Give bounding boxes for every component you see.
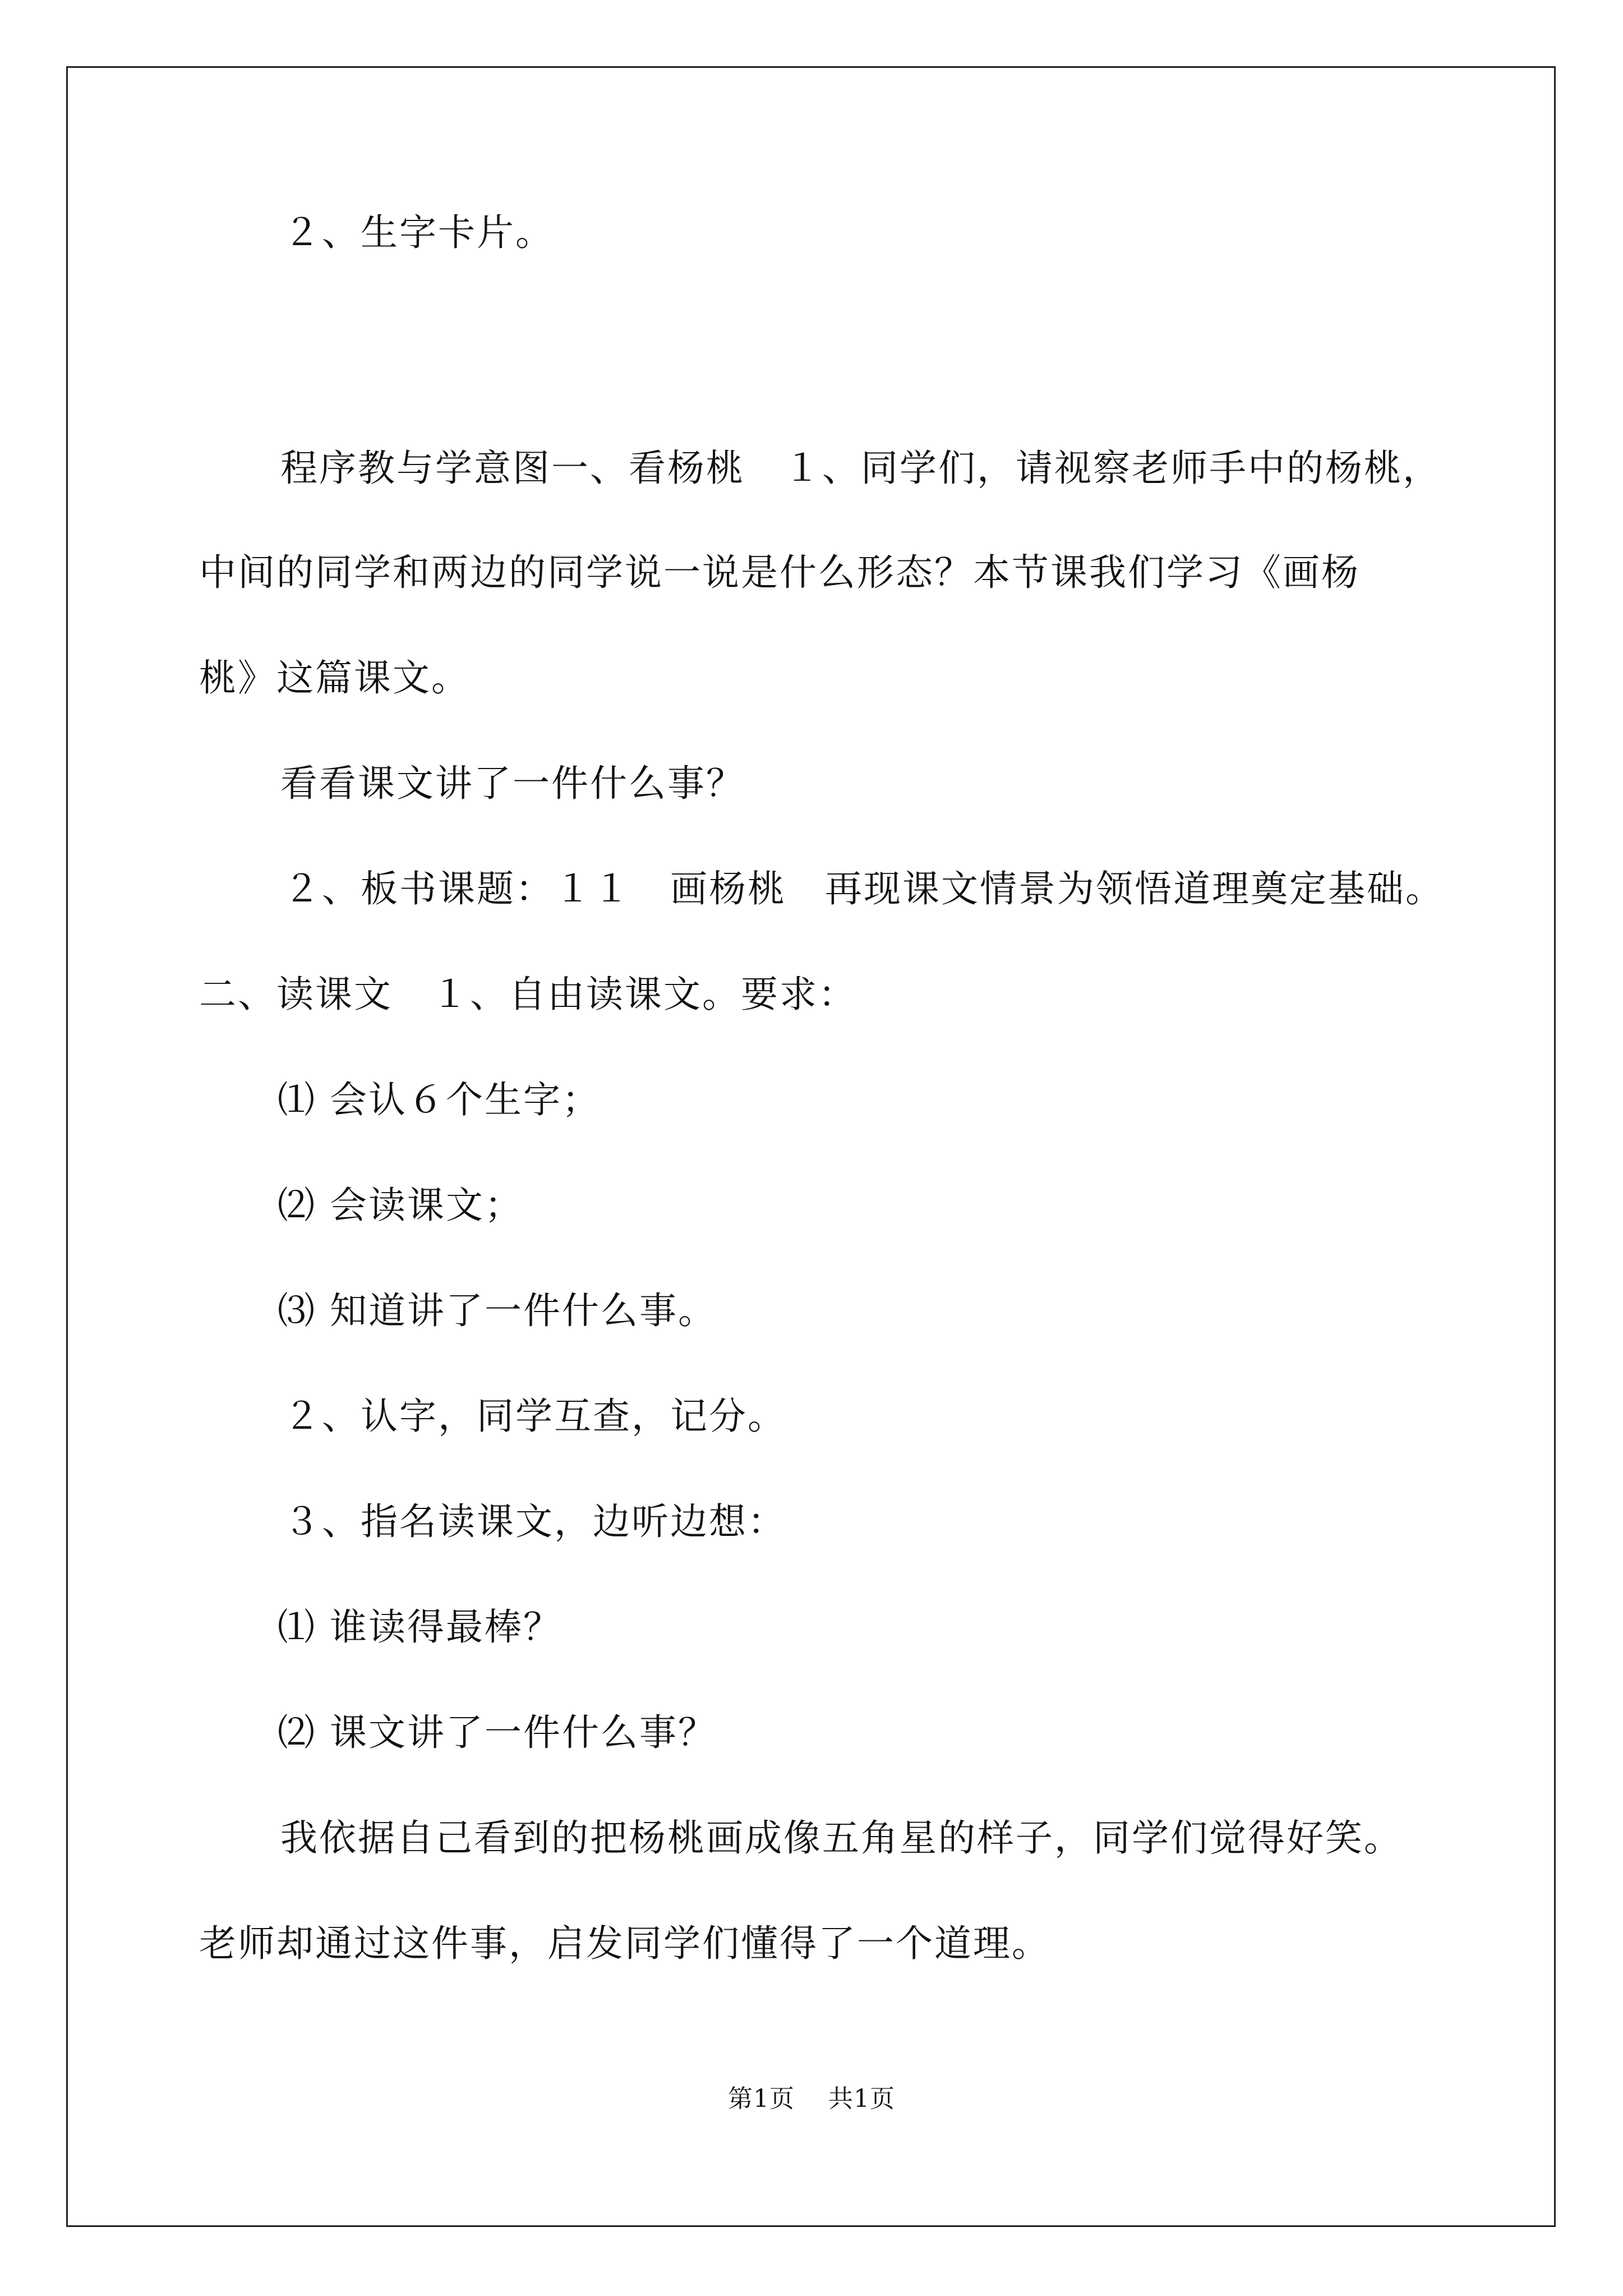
text-line: ２、认字，同学互查，记分。 (283, 1395, 786, 1438)
text-line: ２、生字卡片。 (283, 211, 554, 254)
text-line: 二、读课文 １、自由读课文。要求： (199, 973, 857, 1016)
text-line: 桃》这篇课文。 (199, 656, 470, 700)
text-line: 老师却通过这件事，启发同学们懂得了一个道理。 (199, 1922, 1050, 1965)
text-line: 我依据自己看到的把杨桃画成像五角星的样子，同学们觉得好笑。 (280, 1816, 1403, 1860)
text-line: 看看课文讲了一件什么事？ (280, 762, 745, 805)
page-number: 第1页 (728, 2085, 795, 2113)
text-line: ２、板书课题：１１ 画杨桃 再现课文情景为领悟道理奠定基础。 (283, 867, 1444, 910)
page-frame (66, 66, 1556, 2227)
text-line: ⑴ 谁读得最棒？ (278, 1605, 562, 1649)
text-line: 中间的同学和两边的同学说一说是什么形态？本节课我们学习《画杨 (199, 551, 1360, 594)
text-line: ⑵ 会读课文； (278, 1184, 523, 1227)
text-line: ⑴ 会认６个生字； (278, 1078, 601, 1121)
text-line: ⑶ 知道讲了一件什么事。 (278, 1289, 717, 1332)
page-footer (0, 2082, 1623, 2116)
text-line: 程序教与学意图一、看杨桃 １、同学们，请视察老师手中的杨桃， (280, 447, 1441, 490)
text-line: ３、指名读课文，边听边想： (283, 1500, 786, 1543)
text-line: ⑵ 课文讲了一件什么事？ (278, 1711, 717, 1754)
page-total: 共1页 (828, 2085, 895, 2113)
